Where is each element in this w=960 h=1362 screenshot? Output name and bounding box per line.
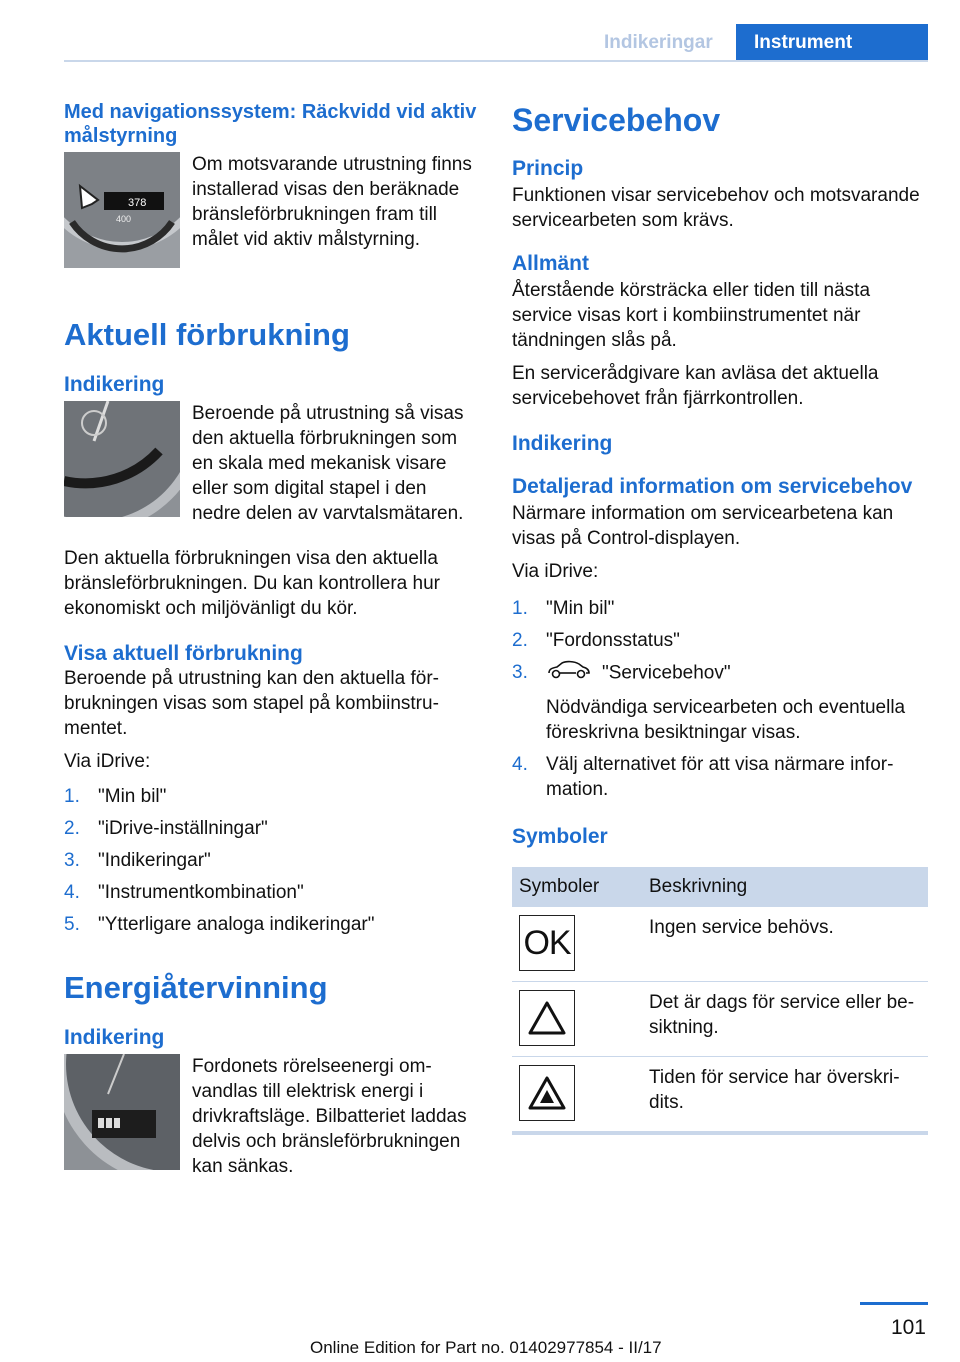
footer-accent-rule	[860, 1302, 928, 1305]
aktuell-paragraph: Den aktuella förbrukningen visa den aktuella bränsleförbrukningen. Du kan kontrollera hur ekonomiskt och miljövänligt du kör.	[64, 548, 440, 619]
warning-triangle-icon	[519, 990, 575, 1046]
allmant-text-2: En servicerådgivare kan avläsa det aktuella servicebehovet från fjärrkontrollen.	[512, 363, 879, 409]
aktuell-indikering-heading: Indikering	[64, 373, 165, 396]
gauge-range-illustration	[64, 152, 180, 268]
ok-icon: OK	[519, 915, 575, 971]
list-item: 1. "Min bil"	[64, 786, 167, 807]
aktuell-img-text: Beroende på utrustning så visas den aktuella förbrukningen som en skala med mekanisk visare eller som digital stapel i den nedre delen av varvtalsmätaren.	[192, 403, 464, 524]
energi-indikering-heading: Indikering	[64, 1026, 165, 1049]
left-column	[64, 100, 478, 1179]
list-item: 4. "Instrumentkombination"	[64, 882, 304, 903]
princip-text: Funktionen visar servicebehov och motsvarande servicearbeten som krävs.	[512, 185, 920, 231]
aktuell-block	[64, 401, 478, 526]
nav-range-text: Om motsvarande utrustning finns installerad visas den beräknade bränsleförbrukningen fram till målet vid aktiv målstyrning.	[192, 154, 472, 250]
list-item: 2. "iDrive-inställningar"	[64, 818, 268, 839]
table-row	[512, 982, 928, 1057]
nav-range-heading: Med navigationssystem: Räckvidd vid aktiv målstyrning	[64, 101, 477, 147]
visa-aktuell-heading: Visa aktuell förbrukning	[64, 642, 303, 665]
gauge-range-readout: 378	[128, 197, 147, 209]
energy-gauge-illustration	[64, 1054, 180, 1170]
list-item: 2. "Fordonsstatus"	[512, 630, 680, 651]
table-cell-desc: Ingen service behövs.	[642, 907, 928, 982]
visa-aktuell-text: Beroende på utrustning kan den aktuella förbrukningen visas som stapel på kombiinstrumentet.	[64, 668, 439, 739]
detaljerad-text: Närmare information om servicearbetena kan visas på Control-displayen.	[512, 503, 894, 549]
header-tab-instrument[interactable]: Instrument	[736, 24, 928, 62]
energi-img-text: Fordonets rörelseenergi omvandlas till elektrisk energi i drivkraftsläge. Bilbatteriet laddas delvis och bränsleförbrukningen kan sänkas.	[192, 1056, 467, 1177]
list-item: 3. "Indikeringar"	[64, 850, 211, 871]
right-column	[512, 100, 928, 1135]
table-cell-desc: Det är dags för service eller besiktning.	[642, 982, 928, 1057]
aktuell-forbrukning-heading: Aktuell förbrukning	[64, 317, 350, 352]
allmant-text-1: Återstående körsträcka eller tiden till nästa service visas kort i kombiinstrumentet när tändningen slås på.	[512, 280, 871, 351]
symbols-table	[512, 867, 928, 1135]
nav-range-block	[64, 152, 478, 268]
table-cell-desc: Tiden för service har överskridits.	[642, 1057, 928, 1134]
princip-heading: Princip	[512, 157, 584, 180]
detaljerad-heading: Detaljerad information om servicebehov	[512, 475, 913, 498]
servicebehov-heading: Servicebehov	[512, 102, 721, 138]
header-divider	[64, 60, 928, 62]
svg-text:400: 400	[116, 214, 132, 224]
list-item: 5. "Ytterligare analoga indikeringar"	[64, 914, 375, 935]
left-steps-list	[64, 784, 478, 937]
table-header-beskrivning: Beskrivning	[642, 867, 928, 907]
via-idrive-label: Via iDrive:	[64, 751, 151, 772]
consumption-gauge-image	[64, 401, 180, 517]
list-item: 3. "Servicebehov" Nödvändiga servicearbeten och eventuella föreskrivna besiktningar visas.	[512, 662, 906, 743]
table-row	[512, 907, 928, 982]
consumption-gauge-illustration	[64, 401, 180, 517]
symboler-heading: Symboler	[512, 825, 608, 848]
table-header-symboler: Symboler	[512, 867, 642, 907]
page-number: 101	[890, 1316, 926, 1339]
list-item: 1. "Min bil"	[512, 598, 615, 619]
footer-edition: Online Edition for Part no. 01402977854 - II/17	[310, 1338, 662, 1357]
car-service-icon	[546, 660, 592, 687]
filled-warning-triangle-icon	[519, 1065, 575, 1121]
via-idrive-label-right: Via iDrive:	[512, 561, 599, 582]
energy-gauge-image	[64, 1054, 180, 1170]
allmant-heading: Allmänt	[512, 252, 590, 275]
header-tab-indikeringar[interactable]: Indikeringar	[604, 32, 713, 53]
energi-block	[64, 1054, 478, 1179]
indikering-heading: Indikering	[512, 432, 613, 455]
list-item: 4. Välj alternativet för att visa närmare information.	[512, 754, 894, 800]
gauge-range-image	[64, 152, 180, 268]
table-row	[512, 1057, 928, 1134]
energiatervinning-heading: Energiåtervinning	[64, 970, 328, 1005]
right-steps-list	[512, 596, 928, 802]
